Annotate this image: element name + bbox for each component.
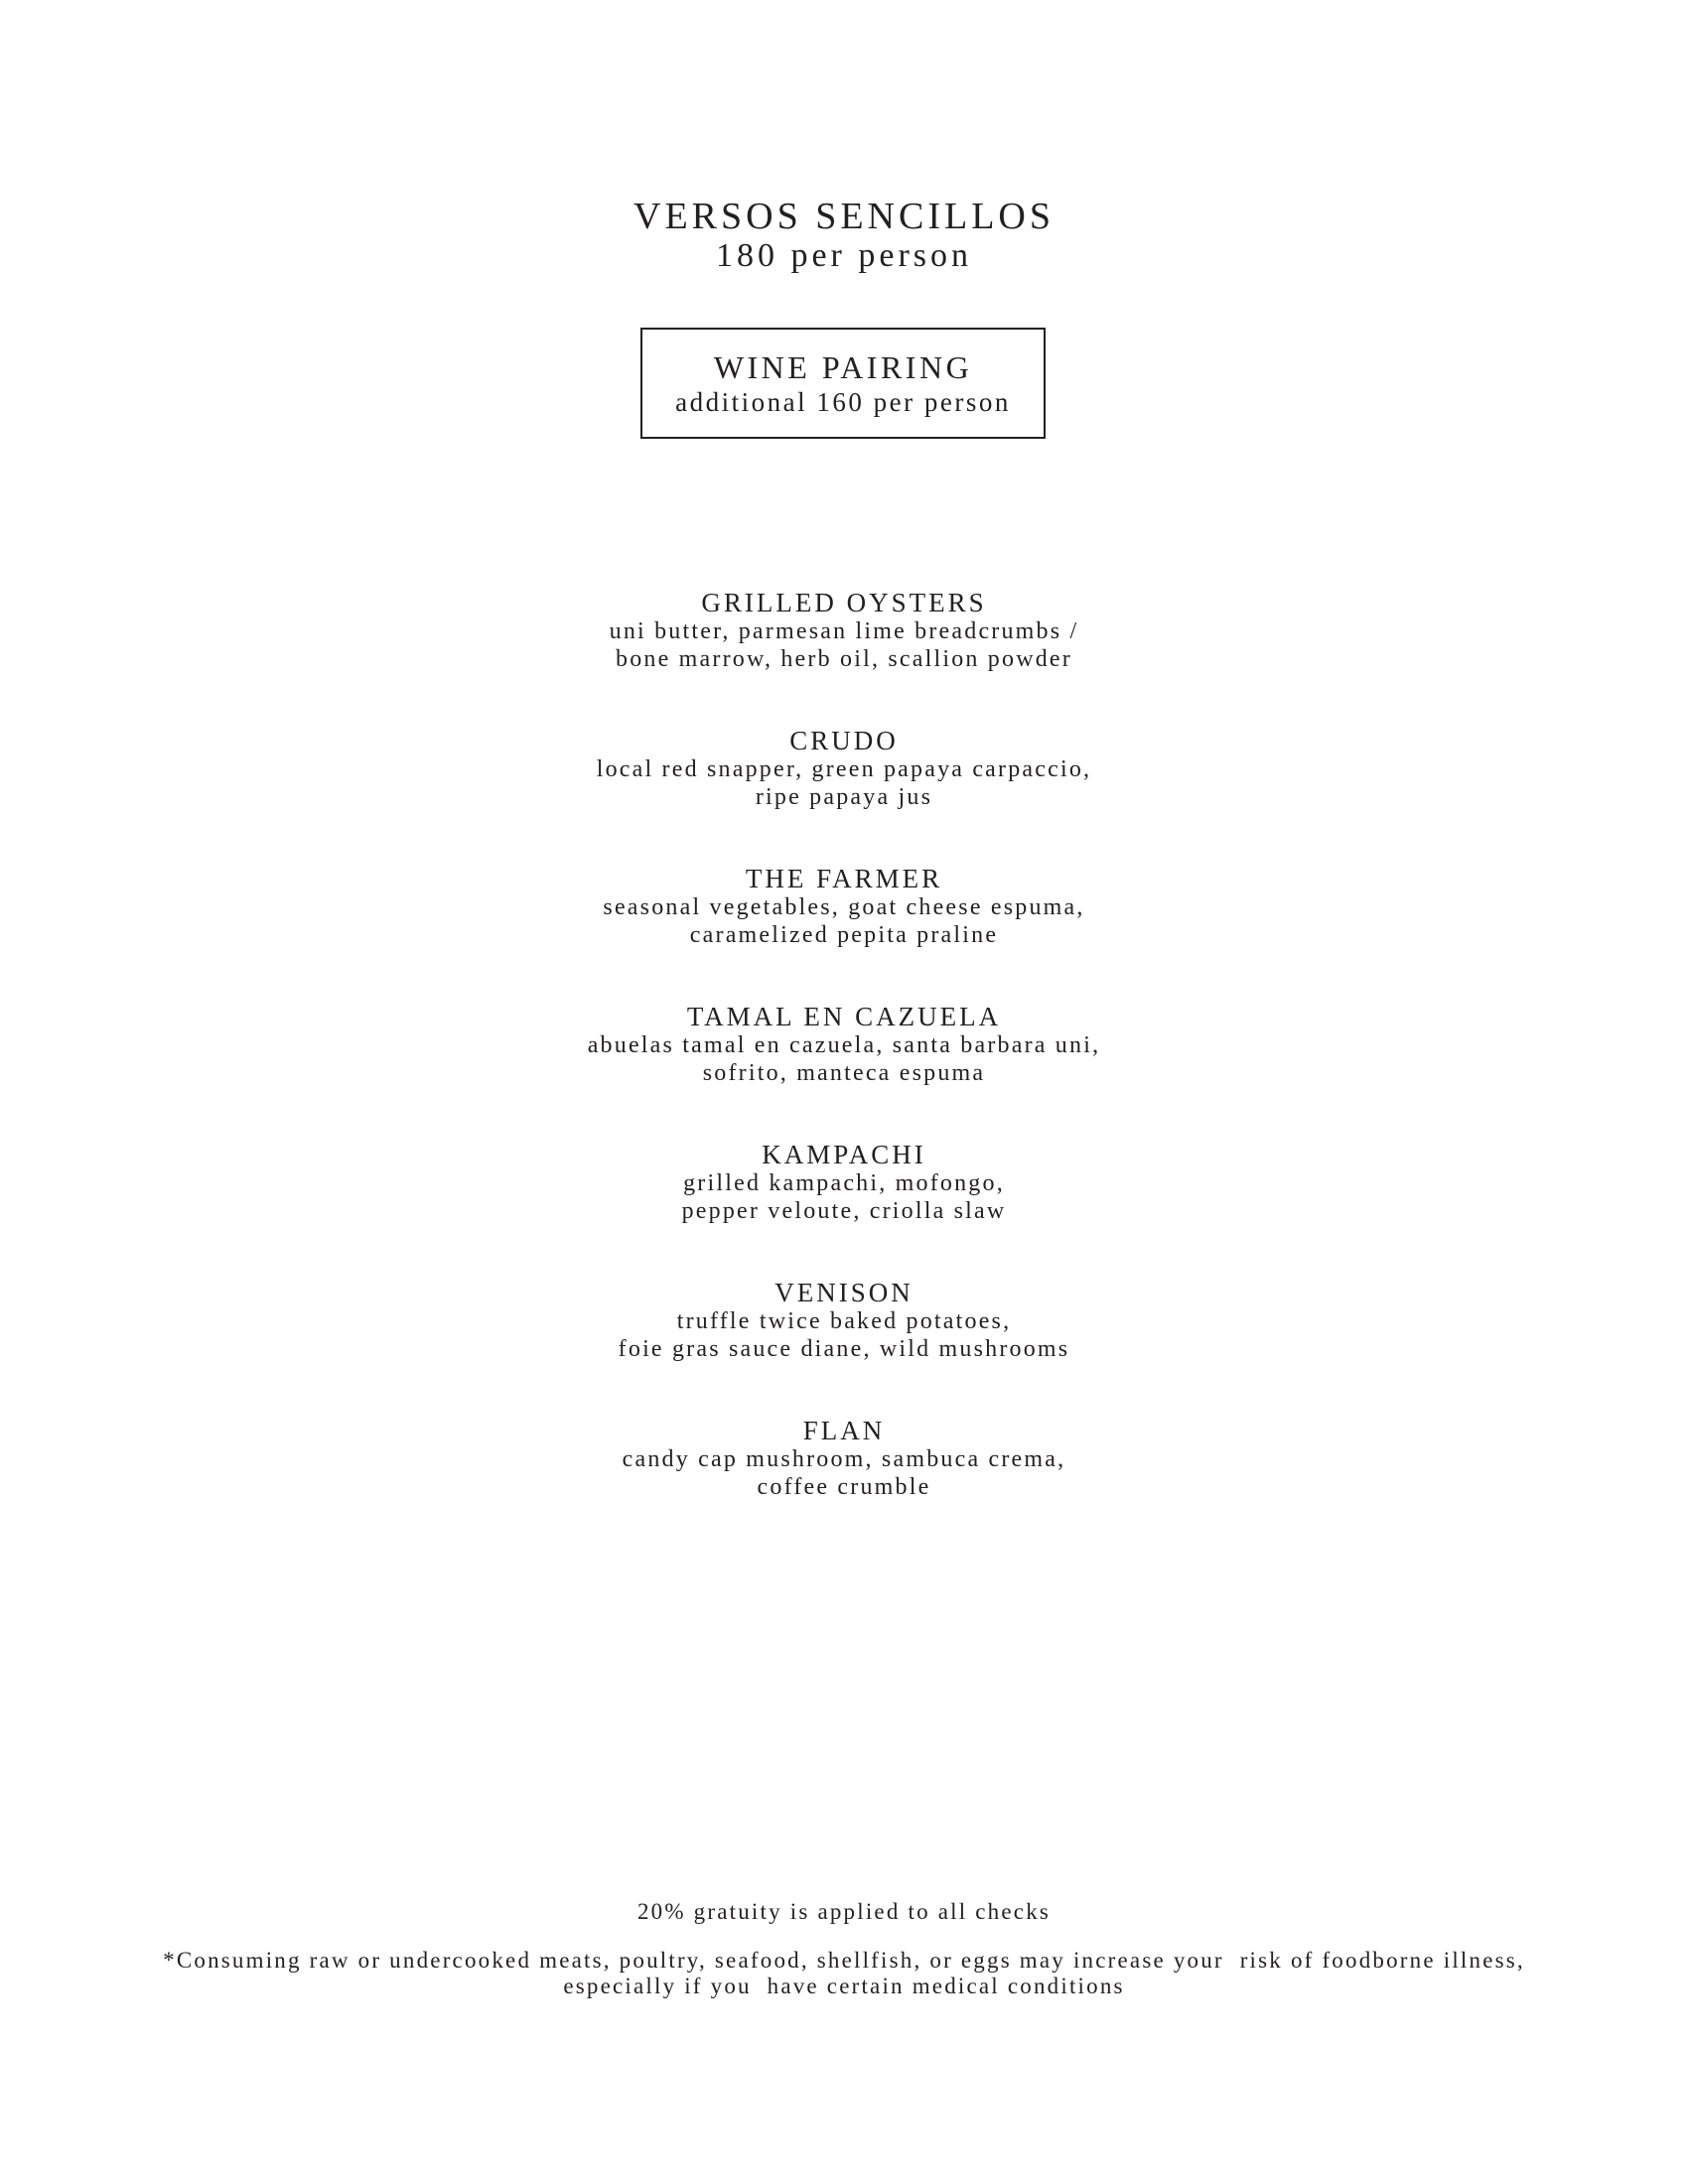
course-description-line: caramelized pepita praline: [689, 922, 999, 948]
course-description-line: seasonal vegetables, goat cheese espuma,: [603, 894, 1085, 920]
course-item: [0, 864, 1688, 1002]
wine-pairing-title: WINE PAIRING: [713, 349, 973, 385]
course-name: FLAN: [802, 1416, 886, 1445]
course-description-line: abuelas tamal en cazuela, santa barbara uni,: [587, 1032, 1101, 1058]
course-description-line: foie gras sauce diane, wild mushrooms: [618, 1336, 1070, 1362]
course-name: CRUDO: [789, 726, 899, 755]
course-description-line: grilled kampachi, mofongo,: [683, 1170, 1005, 1196]
course-description-line: uni butter, parmesan lime breadcrumbs /: [609, 618, 1079, 644]
wine-pairing-price: additional 160 per person: [675, 387, 1011, 417]
course-list: [0, 588, 1688, 1554]
course-item: [0, 1002, 1688, 1140]
course-description: [0, 1169, 1688, 1225]
course-name: GRILLED OYSTERS: [701, 588, 987, 617]
course-item: [0, 1140, 1688, 1278]
course-description: [0, 1307, 1688, 1363]
course-description: [0, 755, 1688, 811]
course-description-line: local red snapper, green papaya carpaccio,: [596, 756, 1092, 782]
disclaimer-line: especially if you have certain medical conditions: [563, 1974, 1125, 1998]
course-description-line: truffle twice baked potatoes,: [676, 1308, 1012, 1334]
course-description-line: ripe papaya jus: [755, 784, 933, 810]
food-safety-disclaimer: [0, 1948, 1688, 1999]
course-name: VENISON: [774, 1278, 914, 1307]
course-item: [0, 588, 1688, 726]
course-item: [0, 1416, 1688, 1554]
course-item: [0, 1278, 1688, 1416]
gratuity-note: 20% gratuity is applied to all checks: [636, 1899, 1052, 1924]
course-description-line: pepper veloute, criolla slaw: [681, 1198, 1007, 1224]
course-item: [0, 726, 1688, 864]
wine-pairing-box: [640, 328, 1046, 439]
disclaimer-line: *Consuming raw or undercooked meats, poultry, seafood, shellfish, or eggs may increase your risk of foodborne illness,: [163, 1948, 1525, 1973]
course-description-line: sofrito, manteca espuma: [702, 1060, 986, 1086]
course-description-line: bone marrow, herb oil, scallion powder: [616, 646, 1072, 672]
course-description: [0, 1445, 1688, 1501]
course-description: [0, 893, 1688, 949]
course-description-line: candy cap mushroom, sambuca crema,: [622, 1446, 1066, 1472]
menu-price: 180 per person: [715, 237, 973, 274]
course-description: [0, 617, 1688, 673]
course-name: KAMPACHI: [762, 1140, 926, 1169]
course-name: THE FARMER: [745, 864, 943, 893]
course-description: [0, 1031, 1688, 1087]
menu-title: VERSOS SENCILLOS: [633, 196, 1055, 237]
course-name: TAMAL EN CAZUELA: [686, 1002, 1002, 1031]
course-description-line: coffee crumble: [757, 1474, 931, 1500]
